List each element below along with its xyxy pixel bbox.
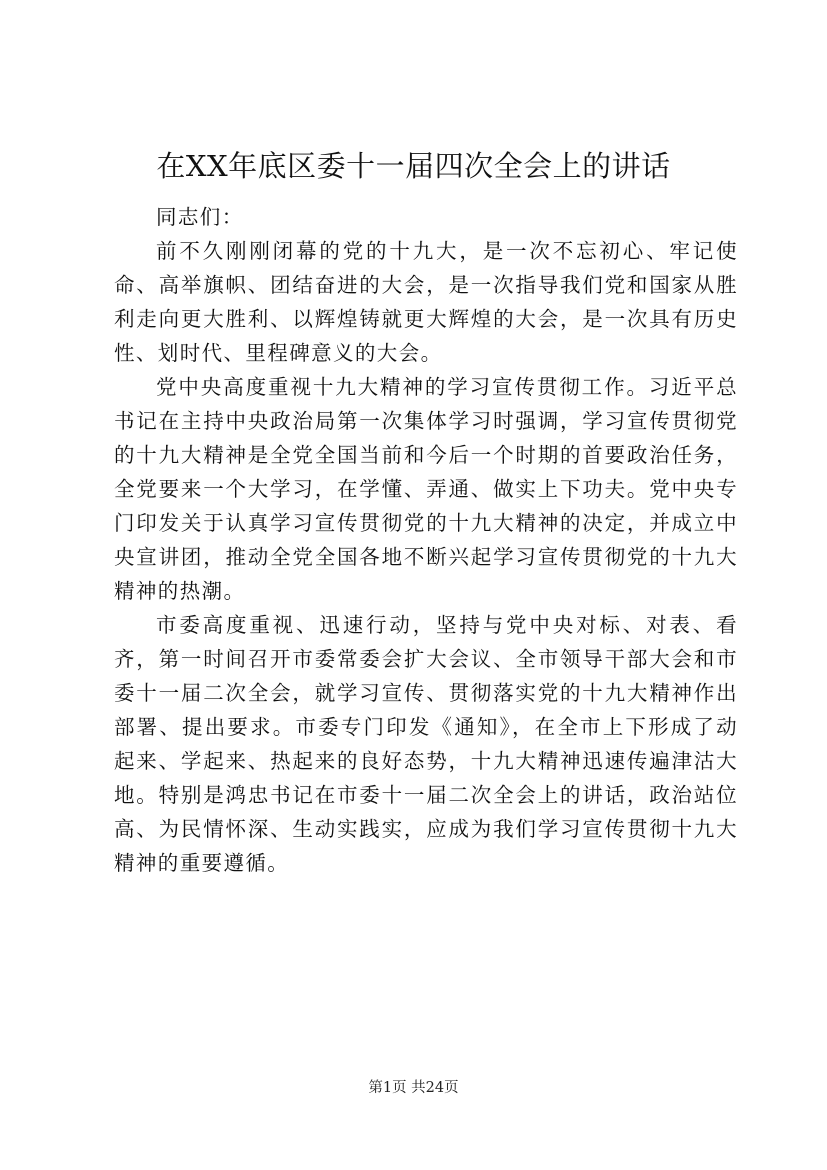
page-footer: 第1页 共24页 xyxy=(368,1080,459,1096)
paragraph-1: 前不久刚刚闭幕的党的十九大，是一次不忘初心、牢记使命、高举旗帜、团结奋进的大会，是一次指导我们党和国家从胜利走向更大胜利、以辉煌铸就更大辉煌的大会，是一次具有历史性、划时代、里程碑意义的大会。 xyxy=(114,239,738,365)
document-title: 在XX年底区委十一届四次全会上的讲话 xyxy=(156,149,671,183)
paragraph-2: 党中央高度重视十九大精神的学习宣传贯彻工作。习近平总书记在主持中央政治局第一次集体学习时强调，学习宣传贯彻党的十九大精神是全党全国当前和今后一个时期的首要政治任务，全党要来一个大学习，在学懂、弄通、做实上下功夫。党中央专门印发关于认真学习宣传贯彻党的十九大精神的决定，并成立中央宣讲团，推动全党全国各地不断兴起学习宣传贯彻党的十九大精神的热潮。 xyxy=(114,375,738,603)
document-body xyxy=(114,200,738,880)
salutation: 同志们： xyxy=(156,205,244,229)
paragraph-3: 市委高度重视、迅速行动，坚持与党中央对标、对表、看齐，第一时间召开市委常委会扩大会议、全市领导干部大会和市委十一届二次全会，就学习宣传、贯彻落实党的十九大精神作出部署、提出要求。市委专门印发《通知》，在全市上下形成了动起来、学起来、热起来的良好态势，十九大精神迅速传遍津沽大地。特别是鸿忠书记在市委十一届二次全会上的讲话，政治站位高、为民情怀深、生动实践实，应成为我们学习宣传贯彻十九大精神的重要遵循。 xyxy=(114,613,738,875)
